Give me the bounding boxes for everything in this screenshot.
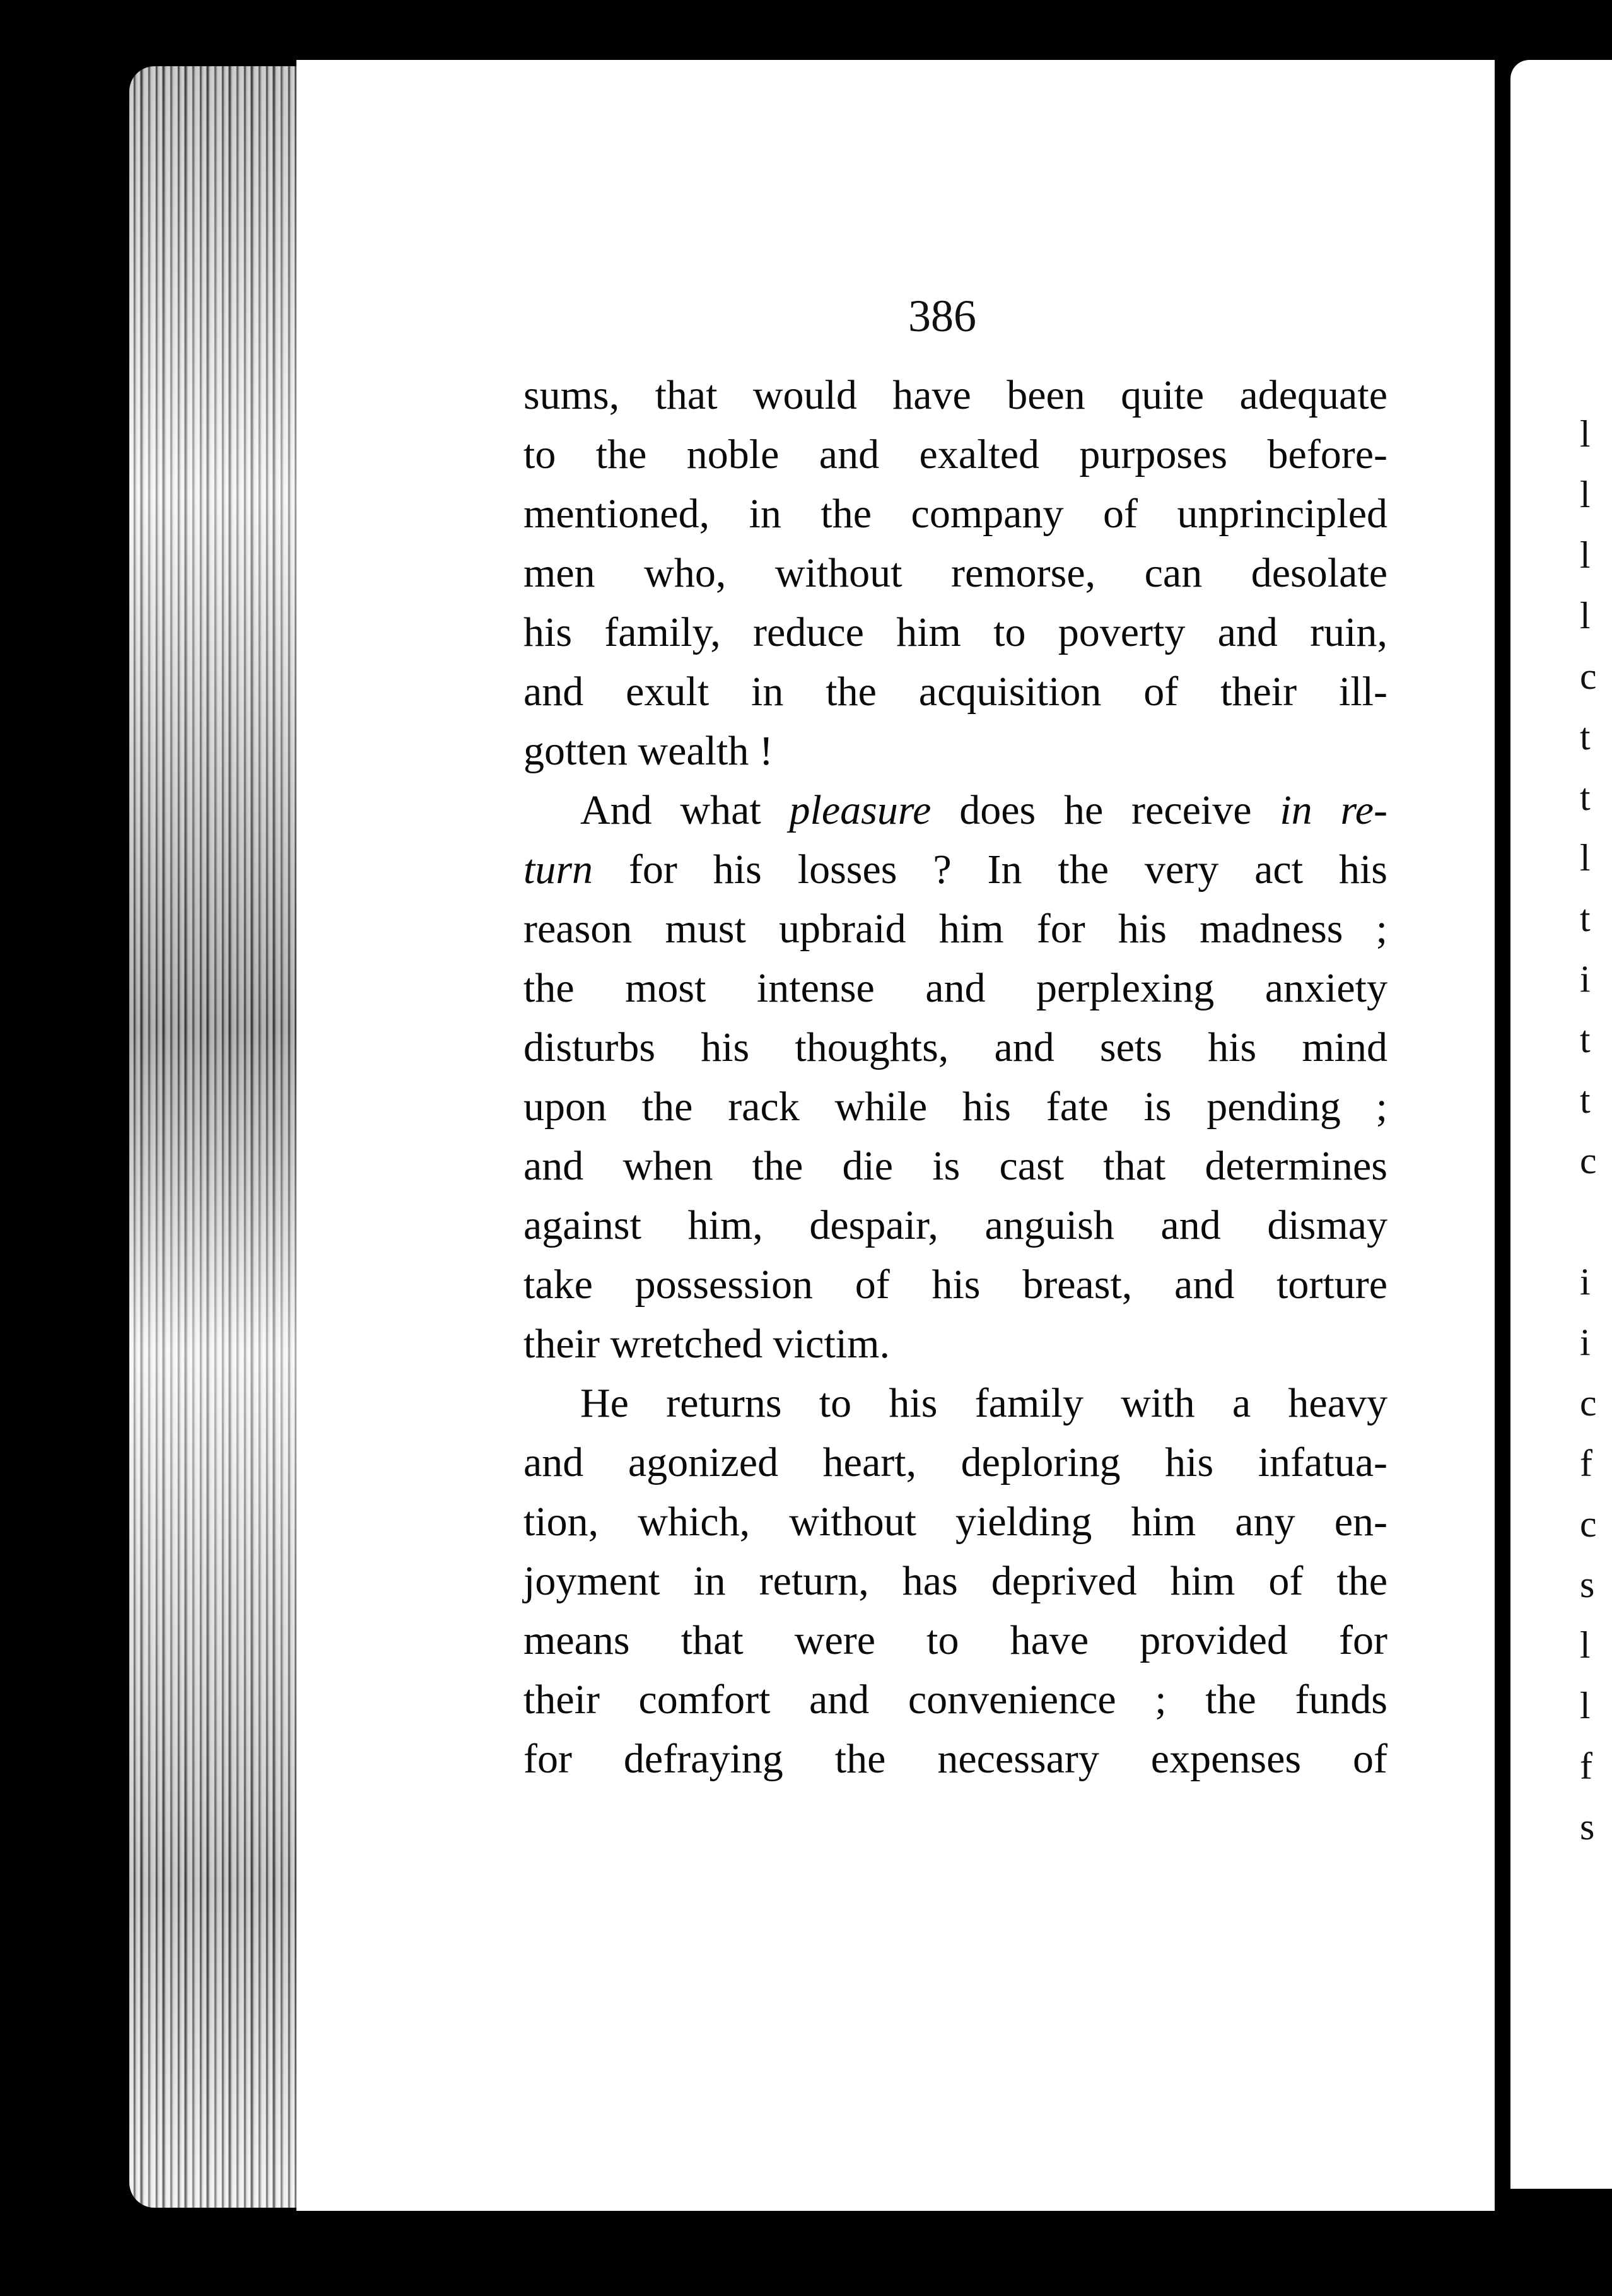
text-line: sums, that would have been quite adequate — [523, 372, 1387, 418]
text-line: upon the rack while his fate is pending ; — [523, 1084, 1387, 1130]
text-segment: And what — [580, 787, 790, 833]
text-line: reason must upbraid him for his madness ; — [523, 906, 1387, 952]
italic-word: turn — [523, 846, 593, 893]
text-line: and agonized heart, deploring his infatua- — [523, 1439, 1387, 1485]
italic-word: in re- — [1280, 787, 1387, 833]
text-line: to the noble and exalted purposes before- — [523, 431, 1387, 477]
text-line: mentioned, in the company of unprincipled — [523, 491, 1387, 537]
italic-word: pleasure — [789, 787, 932, 833]
text-line: joyment in return, has deprived him of the — [523, 1558, 1387, 1604]
text-line: for defraying the necessary expenses of — [523, 1736, 1387, 1782]
text-line — [523, 781, 1387, 840]
book-page-edge — [129, 66, 318, 2208]
text-line — [523, 840, 1387, 899]
text-line: means that were to have provided for — [523, 1617, 1387, 1663]
text-line: He returns to his family with a heavy — [580, 1380, 1387, 1426]
text-line: take possession of his breast, and torture — [523, 1262, 1387, 1308]
page-number: 386 — [908, 291, 976, 341]
text-line: his family, reduce him to poverty and ruin, — [523, 609, 1387, 655]
text-line: gotten wealth ! — [523, 728, 773, 774]
body-text — [523, 366, 1387, 1789]
text-line: tion, which, without yielding him any en- — [523, 1499, 1387, 1545]
text-segment: for his losses ? In the very act his — [593, 846, 1387, 893]
text-line: disturbs his thoughts, and sets his mind — [523, 1024, 1387, 1070]
text-line: and when the die is cast that determines — [523, 1143, 1387, 1189]
text-line: men who, without remorse, can desolate — [523, 550, 1387, 596]
text-line: the most intense and perplexing anxiety — [523, 965, 1387, 1011]
text-line: and exult in the acquisition of their ill- — [523, 669, 1387, 715]
text-segment: does he receive — [931, 787, 1280, 833]
facing-page-text: l l l l c t t l t i t t c i i c f c s l l f s — [1580, 413, 1597, 1848]
text-line: their wretched victim. — [523, 1321, 890, 1367]
text-line: against him, despair, anguish and dismay — [523, 1202, 1387, 1248]
text-line: their comfort and convenience ; the funds — [523, 1677, 1387, 1723]
